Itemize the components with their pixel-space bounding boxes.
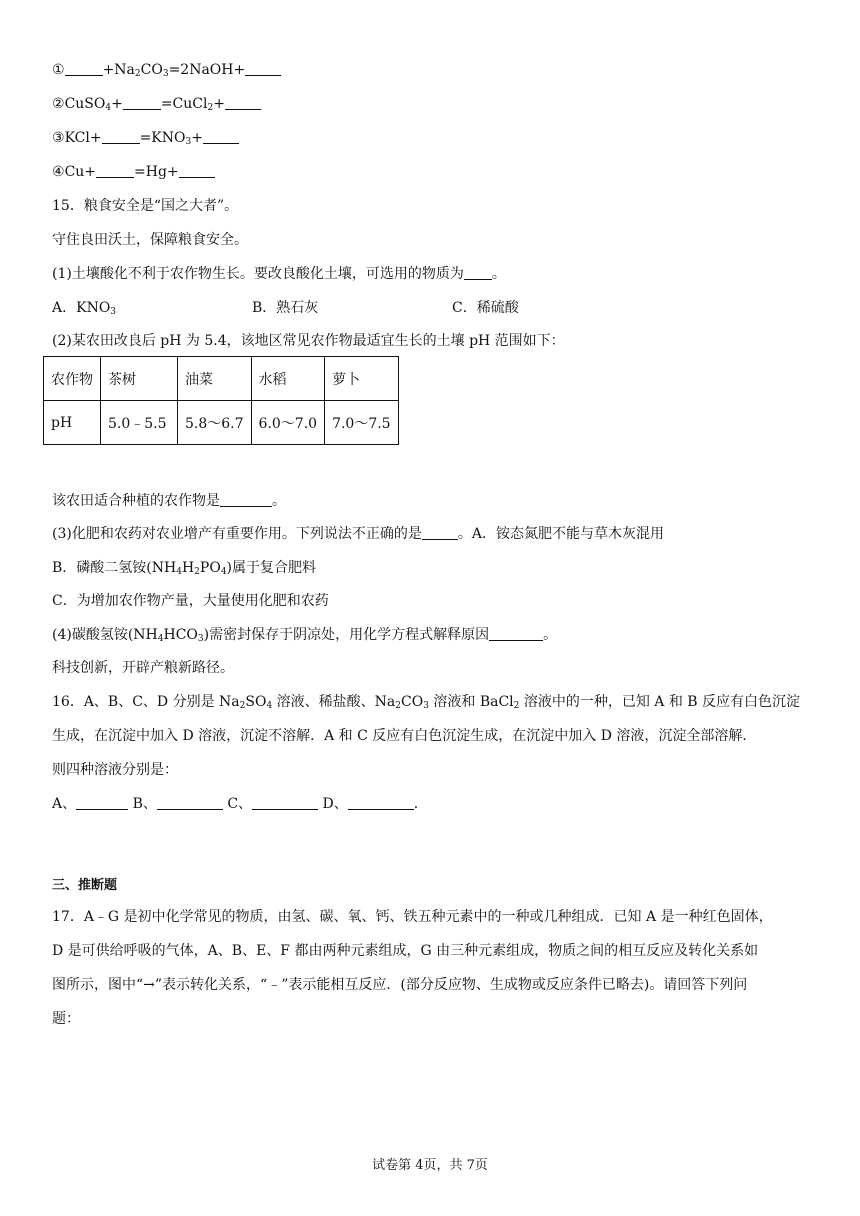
answer-blank[interactable] [96,163,134,178]
q15-part1: (1)土壤酸化不利于农作物生长。要改良酸化土壤，可选用的物质为 。 [52,266,506,282]
answer-blank[interactable] [65,61,103,76]
q15-option-a[interactable]: A．$KNO_3$ [52,300,117,317]
q16-line3: 则四种溶液分别是： [52,762,178,778]
table-cell: 5.8～6.7 [178,401,252,445]
answer-blank[interactable] [157,795,223,810]
q15-part2-answer: 该农田适合种植的农作物是 。 [52,493,286,509]
answer-blank[interactable] [179,163,215,178]
equation-3: ③KCl+ $=KNO_3+$ [52,128,239,152]
table-cell: 7.0～7.5 [325,401,399,445]
q15-option-3b[interactable]: B．磷酸二氢铵$(NH_4H_2PO_4)$属于复合肥料 [52,560,317,577]
q15-title: 15．粮食安全是“国之大者”。 [52,198,239,214]
q15-part3: (3)化肥和农药对农业增产有重要作用。下列说法不正确的是 。A．铵态氮肥不能与草木灰混用 [52,526,664,542]
q15-intro: 守住良田沃土，保障粮食安全。 [52,232,248,248]
q15-option-3c[interactable]: C．为增加农作物产量，大量使用化肥和农药 [52,593,329,609]
q17-line2: D 是可供给呼吸的气体，A、B、E、F 都由两种元素组成，G 由三种元素组成，物质之间的相互反应及转化关系如 [52,943,759,959]
q15-part4: (4)碳酸氢铵$(NH_4HCO_3)$需密封保存于阴凉处，用化学方程式解释原因 。 [52,627,558,644]
q17-line4: 题： [52,1011,80,1027]
page-footer: 试卷第 4页，共 7页 [372,1158,488,1173]
answer-blank[interactable] [464,265,492,280]
table-cell: 水稻 [251,357,325,401]
q16-answers: A、 B、 C、 D、 . [52,796,419,812]
q15-closing: 科技创新，开辟产粮新路径。 [52,660,234,676]
answer-blank[interactable] [348,795,414,810]
q16-line1: 16．A、B、C、D 分别是 $Na_2SO_4$ 溶液、稀盐酸、$Na_2CO_3$ 溶液和 BaCl$_2$ 溶液中的一种，已知 A 和 B 反应有白色沉淀 [52,694,801,711]
answer-blank[interactable] [220,492,272,507]
table-cell: pH [44,401,101,445]
answer-blank[interactable] [225,95,261,110]
q17-line1: 17．A﹣G 是初中化学常见的物质，由氢、碳、氧、钙、铁五种元素中的一种或几种组成．已知 A 是一种红色固体， [52,909,773,925]
equation-4: ④Cu+ =Hg+ [52,162,215,182]
answer-blank[interactable] [489,626,543,641]
q15-part2: (2)某农田改良后 pH 为 5.4，该地区常见农作物最适宜生长的土壤 pH 范围如下： [52,333,565,349]
table-cell: 油菜 [178,357,252,401]
q17-line3: 图所示，图中“→”表示转化关系，“﹣”表示能相互反应．(部分反应物、生成物或反应条件已略去)。请回答下列问 [52,977,748,993]
q15-option-b[interactable]: B．熟石灰 [252,300,319,316]
answer-blank[interactable] [252,795,318,810]
table-cell: 农作物 [44,357,101,401]
section-heading: 三、推断题 [52,878,118,893]
answer-blank[interactable] [422,525,458,540]
equation-1: ① $+Na_2CO_3=2NaOH+$ [52,60,281,84]
answer-blank[interactable] [123,95,161,110]
answer-blank[interactable] [245,61,281,76]
q16-line2: 生成，在沉淀中加入 D 溶液，沉淀不溶解．A 和 C 反应有白色沉淀生成，在沉淀中加入 D 溶液，沉淀全部溶解． [52,728,757,744]
q15-option-c[interactable]: C．稀硫酸 [452,300,519,316]
table-cell: 茶树 [101,357,178,401]
ph-table [43,356,399,445]
table-cell: 6.0～7.0 [251,401,325,445]
answer-blank[interactable] [102,129,140,144]
table-cell: 萝卜 [325,357,399,401]
table-row [44,357,399,401]
table-cell: 5.0﹣5.5 [101,401,178,445]
answer-blank[interactable] [203,129,239,144]
table-row [44,401,399,445]
answer-blank[interactable] [76,795,128,810]
equation-2: ②CuSO$_4$+ =CuCl$_2$+ [52,94,261,118]
